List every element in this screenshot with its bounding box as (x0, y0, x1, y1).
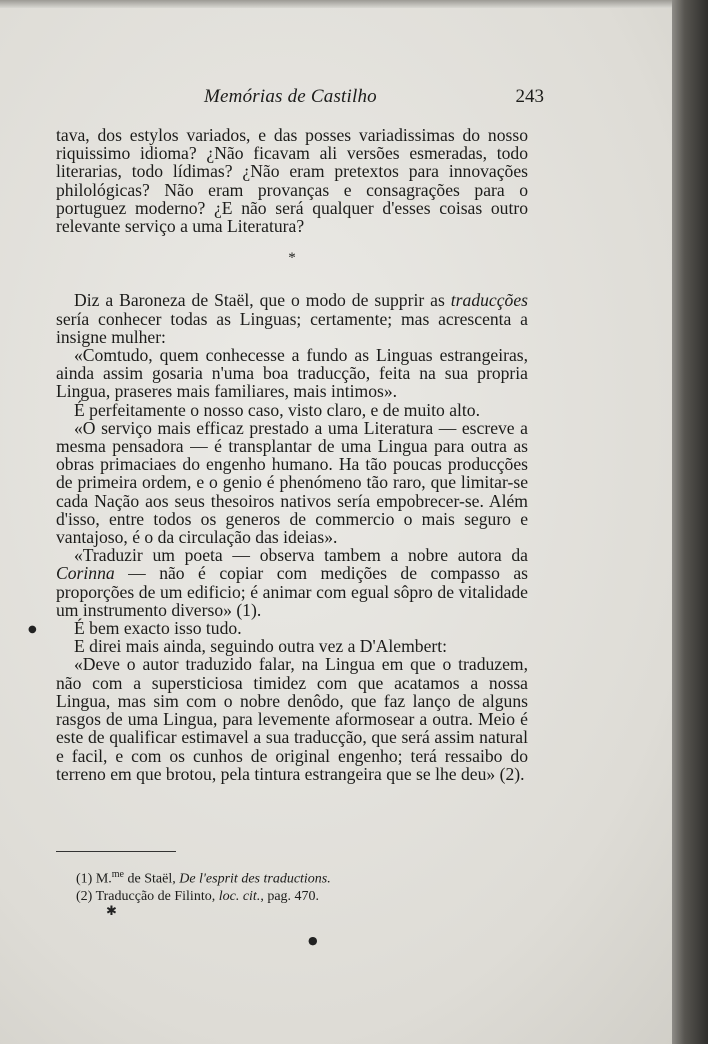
paragraph: tava, dos estylos variados, e das posses variadissimas do nosso riquissimo idioma? ¿Não ficavam ali versões esmeradas, todo literarias, todo lídimas? ¿Não eram pretextos para innovações philológicas? Não eram provanças e consagrações para o portuguez moderno? ¿E não será qualquer d'esses coisas outro relevante serviço a uma Literatura? (56, 125, 528, 237)
footnote-title: De l'esprit des traductions. (179, 871, 331, 887)
quote-paragraph: «O serviço mais efficaz prestado a uma Literatura — escreve a mesma pensadora — é transplantar de uma Lingua para outra as obras primaciaes do engenho humano. Ha tão poucas producções de primeira ordem, e o genio é phenómeno tão raro, que limitar-se cada Nação aos seus thesoiros nativos sería empobrecer-se. Além d'isso, entre todos os generos de commercio o mais seguro e vantajoso, é o da circulação das ideias». (56, 417, 528, 548)
body-text (56, 126, 528, 783)
footnote-superscript: me (111, 869, 124, 880)
footnote-2 (76, 888, 496, 905)
quote-paragraph: «Deve o autor traduzido falar, na Lingua em que o traduzem, não com a supersticiosa timidez com que acatamos a nossa Lingua, mas sim com o nobre denôdo, que faz lanço de alguns rasgos de uma Lingua, para levemente aformosear a outra. Meio é este de qualificar estimavel a sua traducção, que será assim natural e facil, e com os cunhos de original engenho; terá ressaibo do terreno em que brotou, pela tintura estrangeira que se lhe deu» (2). (56, 654, 528, 784)
footnote-text: , pag. 470. (260, 888, 320, 904)
italic-title: Corinna (56, 563, 115, 584)
ink-star-mark: ✱ (106, 904, 117, 919)
text-run: «Traduzir um poeta — observa tambem a nobre autora da (74, 545, 528, 566)
book-spine-shadow (672, 0, 708, 1044)
page-header (204, 86, 544, 112)
page-number: 243 (515, 86, 544, 107)
footnote-label: (1) (76, 871, 93, 887)
paragraph: É perfeitamente o nosso caso, visto claro, e de muito alto. (74, 399, 481, 420)
running-title: Memórias de Castilho (204, 86, 377, 107)
paragraph: E direi mais ainda, seguindo outra vez a D'Alembert: (74, 636, 448, 657)
ink-dot-mark: ● (308, 934, 318, 947)
paragraph: É bem exacto isso tudo. (74, 618, 242, 639)
footnote-text: M. (95, 871, 112, 887)
text-run: Diz a Baroneza de Staël, que o modo de supprir as (74, 290, 451, 311)
quote-paragraph: «Comtudo, quem conhecesse a fundo as Linguas estrangeiras, ainda assim gosaria n'uma boa traducção, feita na sua propria Lingua, praseres mais familiares, mais intimos». (56, 345, 528, 402)
footnote-rule (56, 851, 176, 852)
page-top-edge (0, 0, 708, 8)
footnote-label: (2) (76, 888, 93, 904)
text-run: sería conhecer todas as Linguas; certamente; mas acrescenta a insigne mulher: (56, 308, 528, 347)
footnote-text: Traducção de Filinto, (95, 888, 219, 904)
section-asterism: * (288, 250, 296, 267)
ink-dot-mark: ● (28, 624, 37, 635)
footnote-citation: loc. cit. (218, 888, 261, 904)
footnote-1 (76, 866, 496, 888)
footnotes (76, 866, 496, 905)
quote-paragraph (56, 546, 528, 619)
text-run: — não é copiar com medições de compasso as proporções de um edificio; é animar com egual sôpro de vitalidade um instrumento diverso» (1). (56, 563, 528, 620)
italic-term: traducções (450, 290, 528, 311)
paragraph (56, 291, 528, 346)
footnote-text: de Staël, (124, 871, 180, 887)
